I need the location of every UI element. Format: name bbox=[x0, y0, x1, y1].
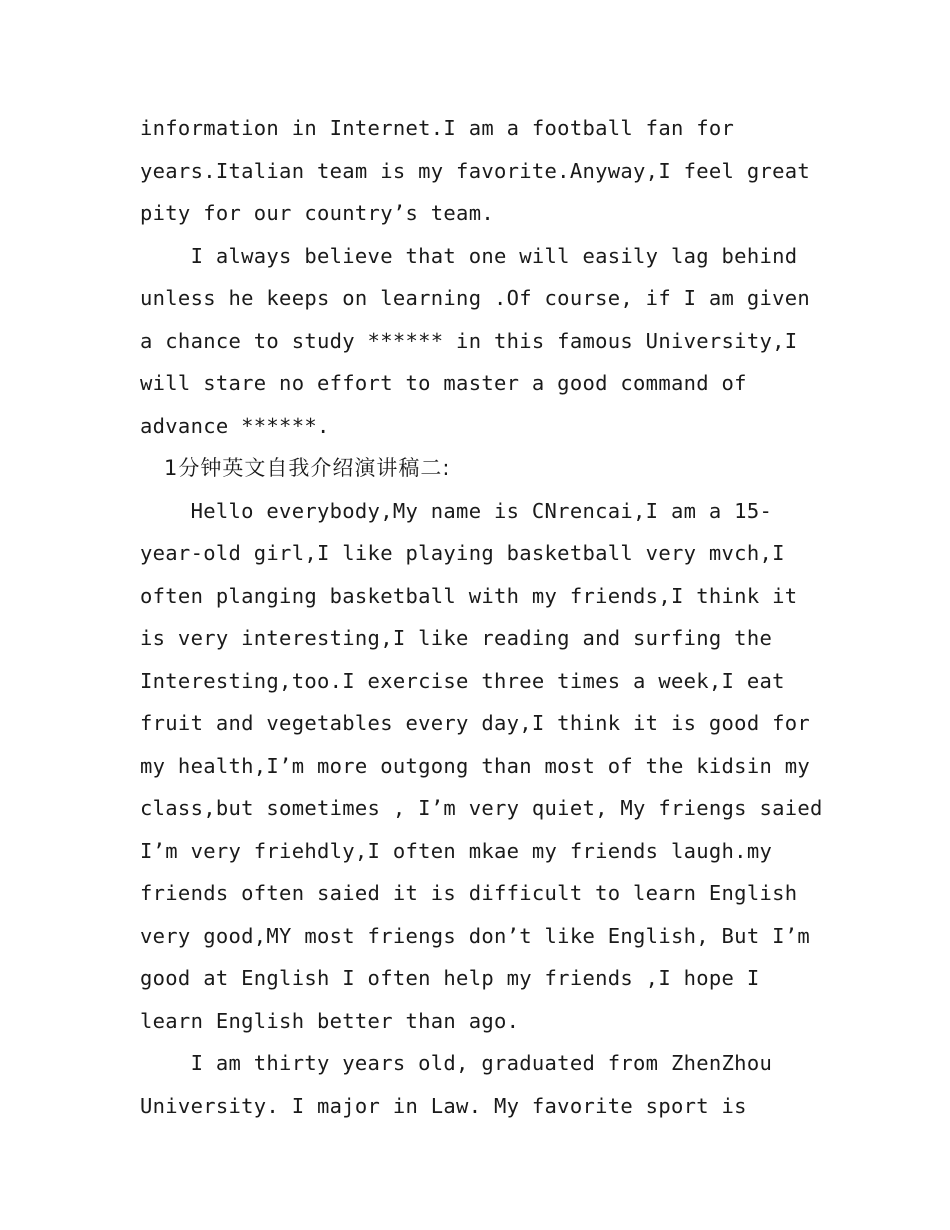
paragraph-line: learn English better than ago. bbox=[140, 1009, 520, 1033]
paragraph-line: unless he keeps on learning .Of course, if I am given bbox=[140, 286, 811, 310]
paragraph-line: I am thirty years old, graduated from ZhenZhou bbox=[140, 1051, 773, 1075]
paragraph-line: years.Italian team is my favorite.Anyway,I feel great bbox=[140, 159, 811, 183]
paragraph-line: a chance to study ****** in this famous University,I bbox=[140, 329, 798, 353]
paragraph-line: Hello everybody,My name is CNrencai,I am a 15- bbox=[140, 499, 773, 523]
paragraph-line: year-old girl,I like playing basketball very mvch,I bbox=[140, 541, 785, 565]
paragraph-line: fruit and vegetables every day,I think it is good for bbox=[140, 711, 811, 735]
paragraph-line: pity for our country’s team. bbox=[140, 201, 494, 225]
paragraph-line: my health,I’m more outgong than most of the kidsin my bbox=[140, 754, 811, 778]
paragraph-line: I always believe that one will easily lag behind bbox=[140, 244, 798, 268]
paragraph-line: will stare no effort to master a good command of bbox=[140, 371, 747, 395]
paragraph-line: information in Internet.I am a football fan for bbox=[140, 116, 735, 140]
paragraph-line: advance ******. bbox=[140, 414, 330, 438]
paragraph-line: good at English I often help my friends ,I hope I bbox=[140, 966, 760, 990]
paragraph-line: University. I major in Law. My favorite sport is bbox=[140, 1094, 747, 1118]
paragraph-line: often planging basketball with my friends,I think it bbox=[140, 584, 798, 608]
paragraph-line: I’m very friehdly,I often mkae my friends laugh.my bbox=[140, 839, 773, 863]
section-heading: 1分钟英文自我介绍演讲稿二: bbox=[164, 456, 451, 480]
paragraph-line: Interesting,too.I exercise three times a week,I eat bbox=[140, 669, 785, 693]
paragraph-line: is very interesting,I like reading and surfing the bbox=[140, 626, 773, 650]
paragraph-line: very good,MY most friengs don’t like English, But I’m bbox=[140, 924, 811, 948]
paragraph-line: class,but sometimes , I’m very quiet, My friengs saied bbox=[140, 796, 823, 820]
paragraph-line: friends often saied it is difficult to learn English bbox=[140, 881, 798, 905]
